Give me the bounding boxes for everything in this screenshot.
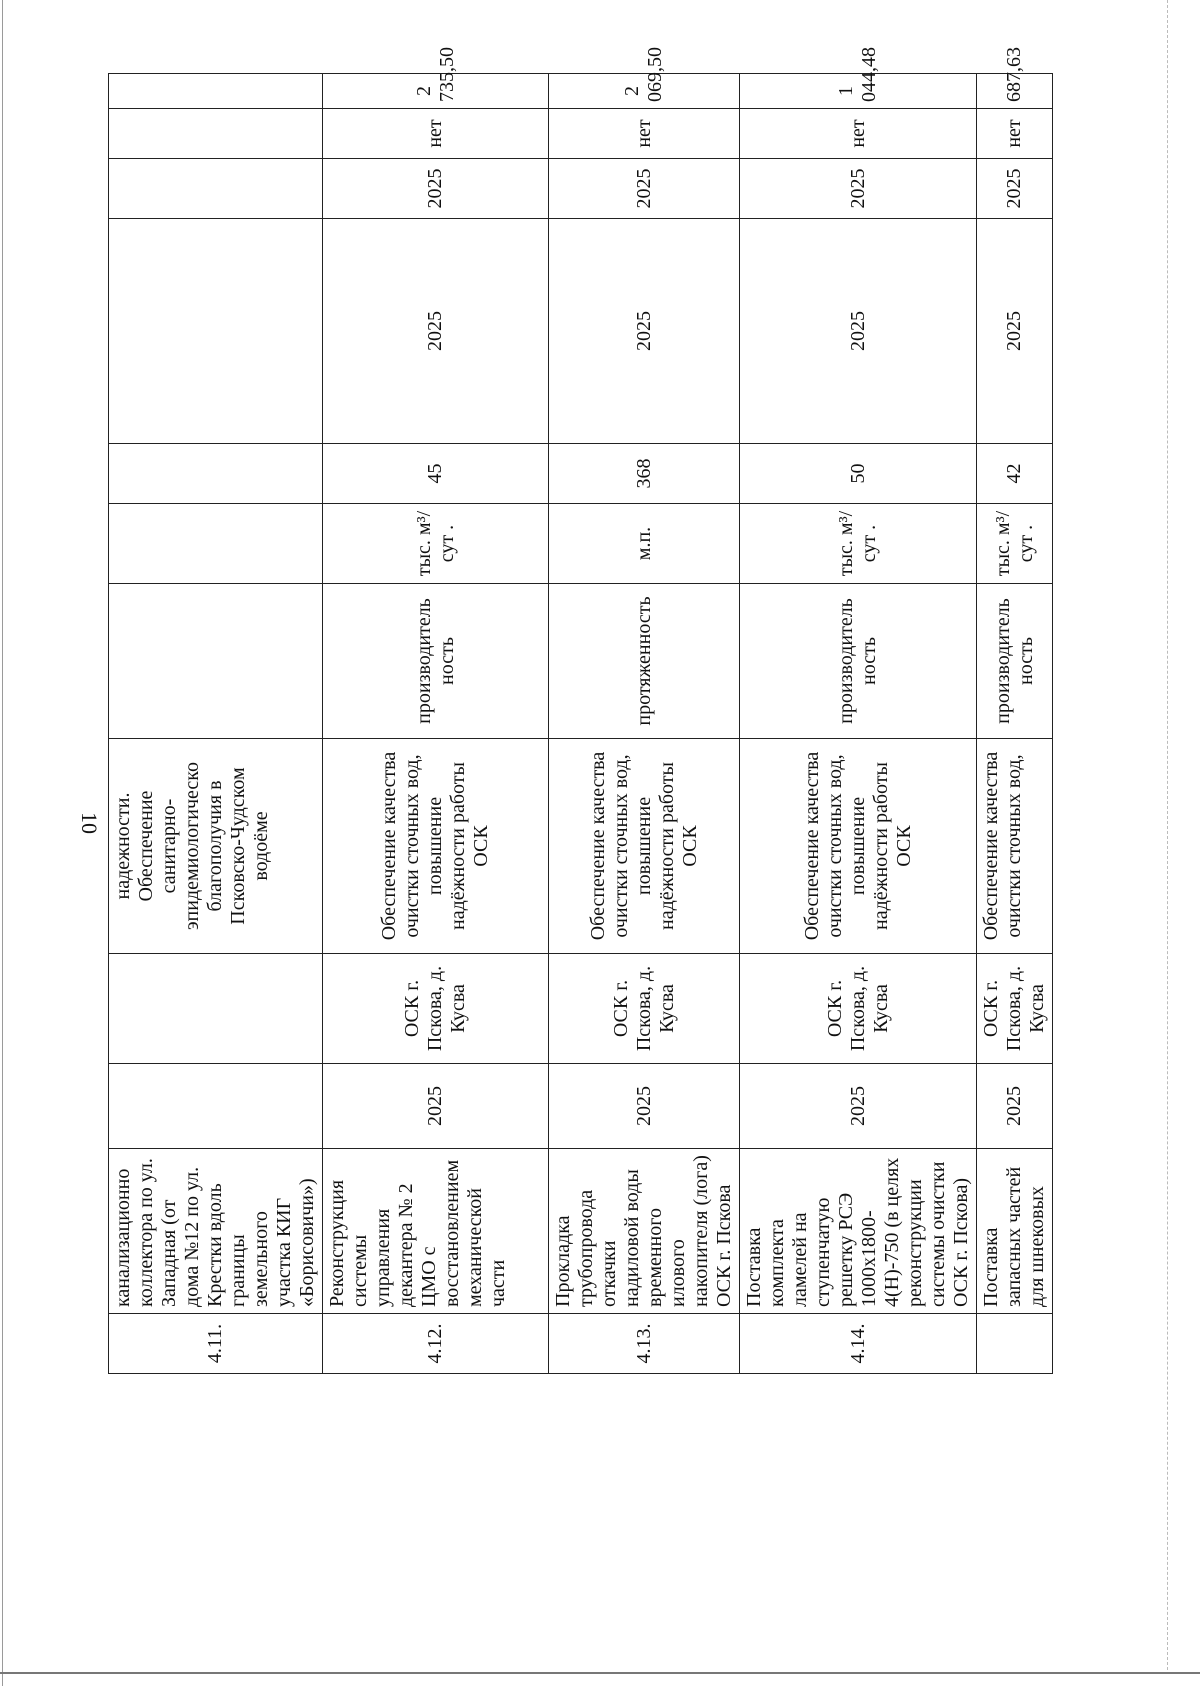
cell-end xyxy=(109,159,323,219)
cell-indicator xyxy=(109,584,323,739)
cell-start: 2025 xyxy=(977,219,1053,444)
cell-indicator: протяженность xyxy=(549,584,740,739)
cell-goal: Обеспечение качества очистки сточных вод, повышение надёжности работы ОСК xyxy=(323,739,549,954)
investment-program-table xyxy=(108,47,1053,1374)
cell-unit: тыс. м³/сут . xyxy=(977,504,1053,584)
cell-value xyxy=(109,444,323,504)
cell-approved xyxy=(109,109,323,159)
cell-unit: тыс. м³/сут . xyxy=(740,504,977,584)
cell-cost: 1 044,48 xyxy=(740,74,977,109)
cell-value: 42 xyxy=(977,444,1053,504)
cell-name: Поставка комплекта ламелей на ступенчатую решетку РСЭ 1000х1800-4(Н)-750 (в целях реконструкции системы очистки ОСК г. Пскова) xyxy=(740,1149,977,1314)
cell-end: 2025 xyxy=(740,159,977,219)
cell-value: 50 xyxy=(740,444,977,504)
table-row xyxy=(549,74,740,1374)
scan-left-edge xyxy=(2,0,3,1686)
cell-start: 2025 xyxy=(549,219,740,444)
table-row xyxy=(323,74,549,1374)
cell-start: 2025 xyxy=(323,219,549,444)
cell-name: Прокладка трубопровода откачки надиловой воды временного илового накопителя (лога) ОСК г. Пскова xyxy=(549,1149,740,1314)
table-row xyxy=(977,74,1053,1374)
cell-value: 368 xyxy=(549,444,740,504)
cell-goal: Обеспечение качества очистки сточных вод, повышение надёжности работы ОСК xyxy=(740,739,977,954)
cell-cost: 2 735,50 xyxy=(323,74,549,109)
cell-location xyxy=(109,954,323,1064)
cell-location: ОСК г. Пскова, д. Кусва xyxy=(323,954,549,1064)
cell-num: 4.14. xyxy=(740,1314,977,1374)
cell-location: ОСК г. Пскова, д. Кусва xyxy=(977,954,1053,1064)
cell-unit: м.п. xyxy=(549,504,740,584)
cell-value: 45 xyxy=(323,444,549,504)
cell-approved: нет xyxy=(323,109,549,159)
cell-indicator: производитель ность xyxy=(977,584,1053,739)
cell-end: 2025 xyxy=(323,159,549,219)
cell-approved: нет xyxy=(549,109,740,159)
cell-approved: нет xyxy=(977,109,1053,159)
rotated-table-container xyxy=(108,47,1193,1374)
cell-year: 2025 xyxy=(549,1064,740,1149)
cell-approved: нет xyxy=(740,109,977,159)
cell-num: 4.12. xyxy=(323,1314,549,1374)
cell-location: ОСК г. Пскова, д. Кусва xyxy=(549,954,740,1064)
cell-num: 4.13. xyxy=(549,1314,740,1374)
cell-end: 2025 xyxy=(549,159,740,219)
cell-cost: 687,63 xyxy=(977,74,1053,109)
cell-unit xyxy=(109,504,323,584)
table-row xyxy=(740,74,977,1374)
cell-indicator: производитель ность xyxy=(323,584,549,739)
cell-start xyxy=(109,219,323,444)
cell-cost xyxy=(109,74,323,109)
cell-location: ОСК г. Пскова, д. Кусва xyxy=(740,954,977,1064)
cell-num xyxy=(977,1314,1053,1374)
cell-num: 4.11. xyxy=(109,1314,323,1374)
cell-year: 2025 xyxy=(323,1064,549,1149)
cell-goal: надежности. Обеспечение санитарно-эпидемиологическо благополучия в Псковско-Чудском водоёме xyxy=(109,739,323,954)
scan-bottom-edge xyxy=(0,1672,1200,1674)
table-row xyxy=(109,74,323,1374)
cell-name: канализационно коллектора по ул. Западная (от дома №12 по ул. Крестки вдоль границы земельного участка КИГ «Борисовичи») xyxy=(109,1149,323,1314)
cell-start: 2025 xyxy=(740,219,977,444)
cell-indicator: производитель ность xyxy=(740,584,977,739)
cell-goal: Обеспечение качества очистки сточных вод, повышение надёжности работы ОСК xyxy=(549,739,740,954)
cell-year: 2025 xyxy=(977,1064,1053,1149)
cell-cost: 2 069,50 xyxy=(549,74,740,109)
cell-unit: тыс. м³/сут . xyxy=(323,504,549,584)
cell-end: 2025 xyxy=(977,159,1053,219)
page-number: 10 xyxy=(77,812,102,834)
cell-year: 2025 xyxy=(740,1064,977,1149)
cell-name: Поставка запасных частей для шнековых xyxy=(977,1149,1053,1314)
table-body xyxy=(109,47,1053,1374)
cell-goal: Обеспечение качества очистки сточных вод, xyxy=(977,739,1053,954)
cell-name: Реконструкция системы управления декантера № 2 ЦМО с восстановлением механической части xyxy=(323,1149,549,1314)
cell-year xyxy=(109,1064,323,1149)
